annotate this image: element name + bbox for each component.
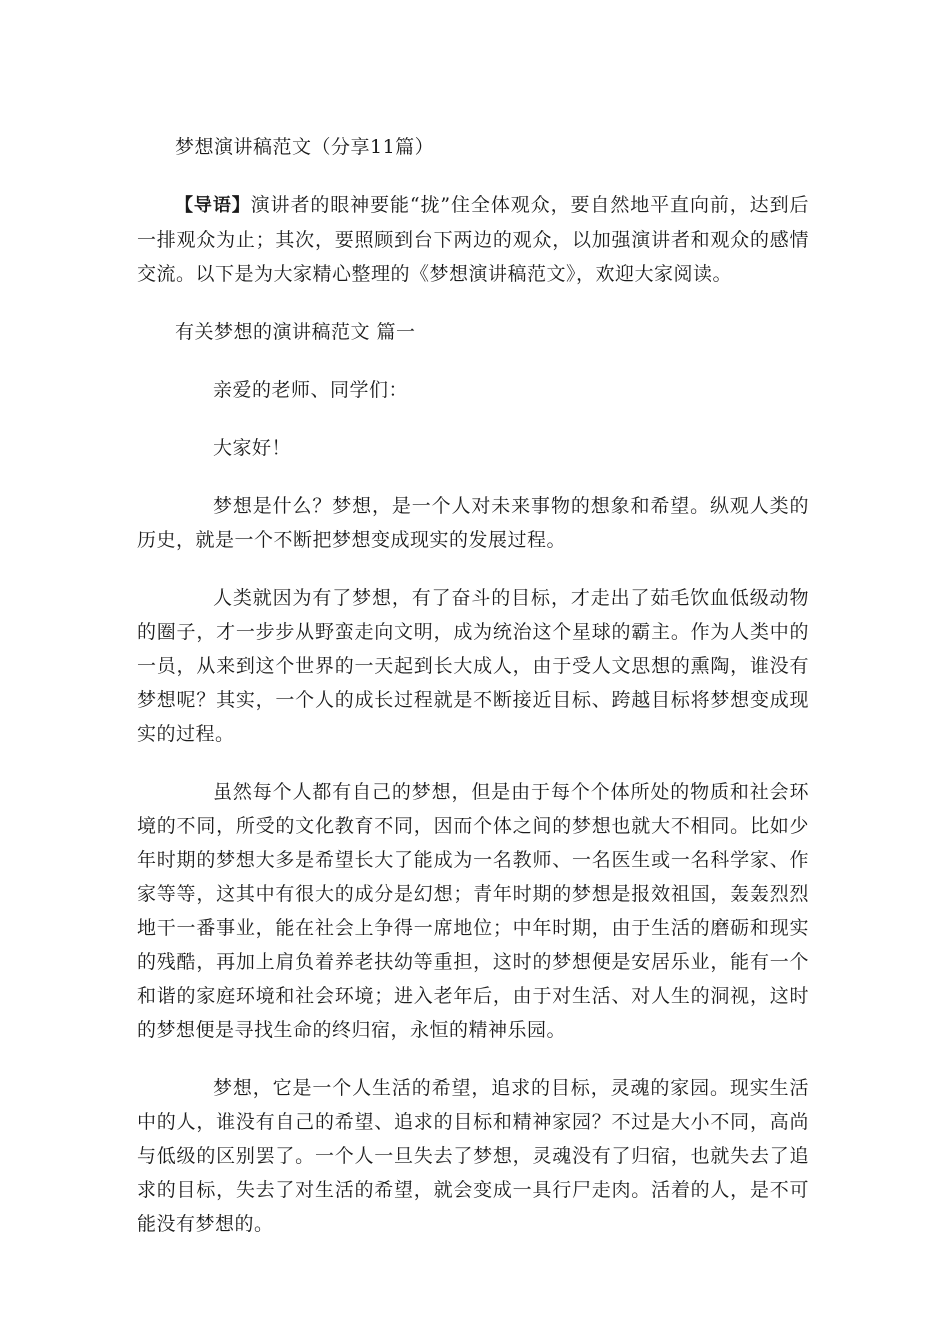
intro-paragraph — [137, 188, 809, 291]
document-title: 梦想演讲稿范文（分享11篇） — [175, 136, 435, 158]
intro-label: 【导语】 — [175, 195, 251, 216]
body-paragraph: 虽然每个人都有自己的梦想，但是由于每个个体所处的物质和社会环境的不同，所受的文化教育不同，因而个体之间的梦想也就大不相同。比如少年时期的梦想大多是希望长大了能成为一名教师、一名医生或一名科学家、作家等等，这其中有很大的成分是幻想；青年时期的梦想是报效祖国，轰轰烈烈地干一番事业，能在社会上争得一席地位；中年时期，由于生活的磨砺和现实的残酷，再加上肩负着养老扶幼等重担，这时的梦想便是安居乐业，能有一个和谐的家庭环境和社会环境；进入老年后，由于对生活、对人生的洞视，这时的梦想便是寻找生命的终归宿，永恒的精神乐园。 — [137, 781, 809, 1041]
document-page — [137, 130, 809, 1265]
body-paragraph: 梦想，它是一个人生活的希望，追求的目标，灵魂的家园。现实生活中的人，谁没有自己的希望、追求的目标和精神家园？不过是大小不同，高尚与低级的区别罢了。一个人一旦失去了梦想，灵魂没有了归宿，也就失去了追求的目标，失去了对生活的希望，就会变成一具行尸走肉。活着的人，是不可能没有梦想的。 — [137, 1077, 809, 1235]
body-paragraph: 人类就因为有了梦想，有了奋斗的目标，才走出了茹毛饮血低级动物的圈子，才一步步从野蛮走向文明，成为统治这个星球的霸主。作为人类中的一员，从来到这个世界的一天起到长大成人，由于受人文思想的熏陶，谁没有梦想呢？其实，一个人的成长过程就是不断接近目标、跨越目标将梦想变成现实的过程。 — [137, 587, 809, 745]
greeting: 大家好！ — [213, 437, 292, 459]
section-heading: 有关梦想的演讲稿范文 篇一 — [175, 321, 416, 343]
intro-text: 演讲者的眼神要能“拢”住全体观众，要自然地平直向前，达到后一排观众为止；其次，要照顾到台下两边的观众，以加强演讲者和观众的感情交流。以下是为大家精心整理的《梦想演讲稿范文》，欢迎大家阅读。 — [137, 194, 809, 285]
salutation: 亲爱的老师、同学们： — [213, 379, 409, 401]
body-paragraph: 梦想是什么？梦想，是一个人对未来事物的想象和希望。纵观人类的历史，就是一个不断把梦想变成现实的发展过程。 — [137, 495, 809, 551]
